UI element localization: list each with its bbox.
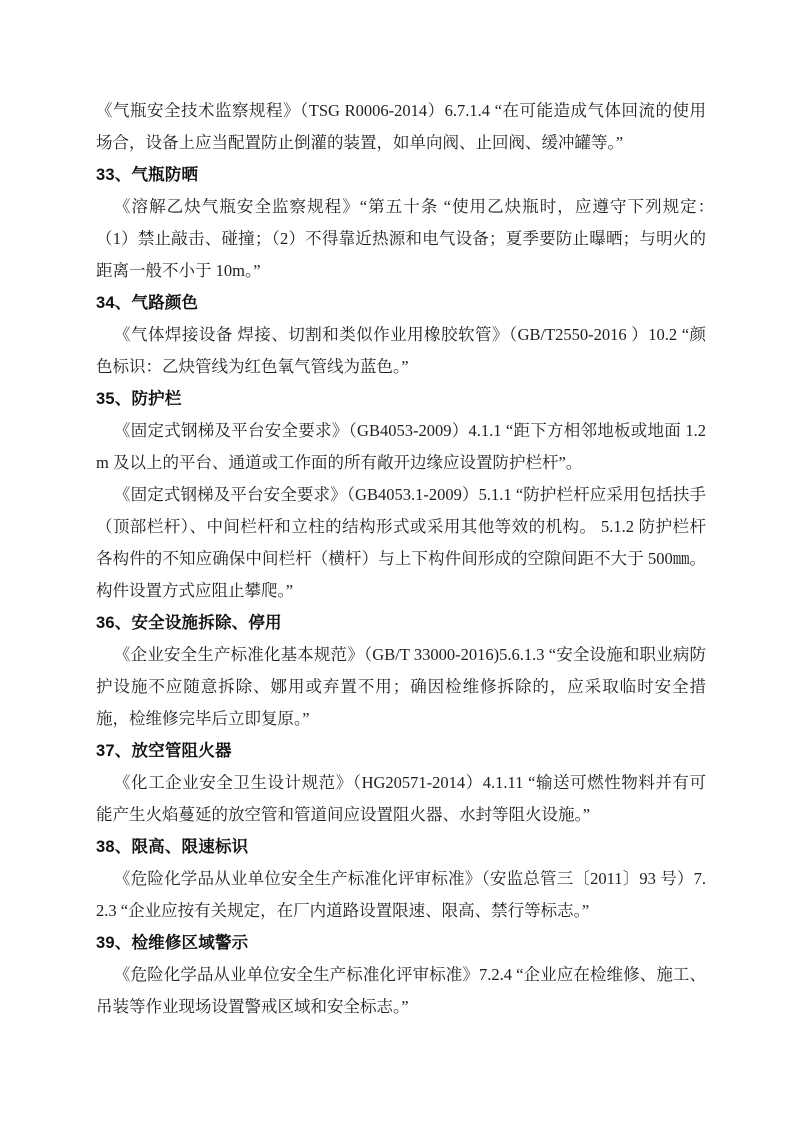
paragraph-36-body: 《企业安全生产标准化基本规范》（GB/T 33000-2016)5.6.1.3 “安全设施和职业病防护设施不应随意拆除、娜用或弃置不用；确因检维修拆除的，应采取临时安全措施，检维修完毕后立即复原。”: [96, 645, 706, 728]
heading-33-gas-cylinder-sun-protection: 33、气瓶防晒: [96, 166, 199, 184]
heading-39-maintenance-area-warning: 39、检维修区域警示: [96, 934, 249, 952]
heading-38-height-speed-limit-signs: 38、限高、限速标识: [96, 838, 249, 856]
paragraph-33-body: 《溶解乙炔气瓶安全监察规程》“第五十条 “使用乙炔瓶时，应遵守下列规定： （1）禁止敲击、碰撞；（2）不得靠近热源和电气设备；夏季要防止曝晒；与明火的距离一般不小于 10m。”: [96, 197, 739, 280]
heading-36-safety-facility-removal: 36、安全设施拆除、停用: [96, 614, 282, 632]
paragraph-gas-cylinder-backflow: 《气瓶安全技术监察规程》（TSG R0006-2014）6.7.1.4 “在可能造成气体回流的使用场合，设备上应当配置防止倒灌的装置，如单向阀、止回阀、缓冲罐等。”: [96, 101, 706, 152]
paragraph-37-body: 《化工企业安全卫生设计规范》（HG20571-2014）4.1.11 “输送可燃性物料并有可能产生火焰蔓延的放空管和管道间应设置阻火器、水封等阻火设施。”: [96, 773, 706, 824]
paragraph-35-body-a: 《固定式钢梯及平台安全要求》（GB4053-2009）4.1.1 “距下方相邻地板或地面 1.2m 及以上的平台、通道或工作面的所有敞开边缘应设置防护栏杆”。: [96, 421, 706, 472]
heading-34-gas-line-color: 34、气路颜色: [96, 294, 199, 312]
document-body: [96, 95, 739, 1023]
paragraph-39-body: 《危险化学品从业单位安全生产标准化评审标准》7.2.4 “企业应在检维修、施工、吊装等作业现场设置警戒区域和安全标志。”: [96, 965, 706, 1016]
paragraph-34-body: 《气体焊接设备 焊接、切割和类似作业用橡胶软管》（GB/T2550-2016 ）10.2 “颜色标识：乙炔管线为红色氧气管线为蓝色。”: [96, 325, 706, 376]
heading-37-vent-pipe-flame-arrester: 37、放空管阻火器: [96, 742, 232, 760]
heading-35-guardrail: 35、防护栏: [96, 390, 182, 408]
paragraph-38-body: 《危险化学品从业单位安全生产标准化评审标准》（安监总管三〔2011〕93 号）7.2.3 “企业应按有关规定，在厂内道路设置限速、限高、禁行等标志。”: [96, 869, 706, 920]
paragraph-35-body-b: 《固定式钢梯及平台安全要求》（GB4053.1-2009）5.1.1 “防护栏杆应采用包括扶手（顶部栏杆）、中间栏杆和立柱的结构形式或采用其他等效的机构。 5.1.2 防护栏杆各构件的不知应确保中间栏杆（横杆）与上下构件间形成的空隙间距不大于 500㎜。构件设置方式应阻止攀爬。”: [96, 485, 706, 600]
